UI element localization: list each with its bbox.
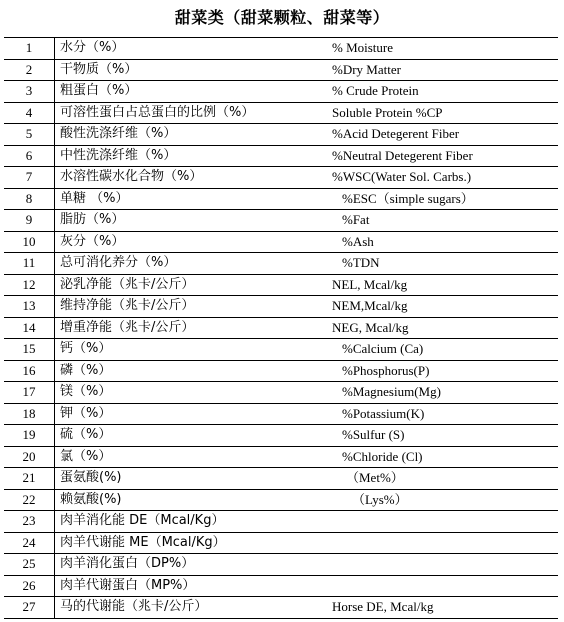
chinese-label: 可溶性蛋白占总蛋白的比例（%） (55, 102, 321, 124)
english-label: %TDN (320, 253, 558, 275)
table-row (4, 274, 558, 296)
table-row (4, 489, 558, 511)
table-row (4, 554, 558, 576)
table-row (4, 446, 558, 468)
row-number: 27 (4, 597, 55, 619)
table-row (4, 339, 558, 361)
row-number: 11 (4, 253, 55, 275)
english-label: %Magnesium(Mg) (320, 382, 558, 404)
table-row (4, 360, 558, 382)
table-row (4, 231, 558, 253)
row-number: 9 (4, 210, 55, 232)
chinese-label: 钾（%） (55, 403, 321, 425)
row-number: 24 (4, 532, 55, 554)
chinese-label: 马的代谢能（兆卡/公斤） (55, 597, 321, 619)
english-label: NEL, Mcal/kg (320, 274, 558, 296)
row-number: 10 (4, 231, 55, 253)
english-label: %Fat (320, 210, 558, 232)
row-number: 8 (4, 188, 55, 210)
english-label: Horse DE, Mcal/kg (320, 597, 558, 619)
table-row (4, 425, 558, 447)
table-row (4, 167, 558, 189)
row-number: 12 (4, 274, 55, 296)
english-label: % Crude Protein (320, 81, 558, 103)
english-label: %Neutral Detegerent Fiber (320, 145, 558, 167)
row-number: 16 (4, 360, 55, 382)
page-title: 甜菜类（甜菜颗粒、甜菜等） (174, 8, 390, 27)
nutrient-table (4, 37, 558, 619)
row-number: 6 (4, 145, 55, 167)
chinese-label: 增重净能（兆卡/公斤） (55, 317, 321, 339)
table-row (4, 317, 558, 339)
chinese-label: 维持净能（兆卡/公斤） (55, 296, 321, 318)
row-number: 4 (4, 102, 55, 124)
english-label: NEM,Mcal/kg (320, 296, 558, 318)
chinese-label: 磷（%） (55, 360, 321, 382)
english-label: %Chloride (Cl) (320, 446, 558, 468)
chinese-label: 氯（%） (55, 446, 321, 468)
english-label: %Phosphorus(P) (320, 360, 558, 382)
table-row (4, 468, 558, 490)
row-number: 25 (4, 554, 55, 576)
table-row (4, 296, 558, 318)
english-label: %Dry Matter (320, 59, 558, 81)
english-label: %Ash (320, 231, 558, 253)
chinese-label: 肉羊代谢能 ME（Mcal/Kg） (55, 532, 321, 554)
row-number: 22 (4, 489, 55, 511)
chinese-label: 总可消化养分（%） (55, 253, 321, 275)
english-label (320, 532, 558, 554)
row-number: 21 (4, 468, 55, 490)
row-number: 20 (4, 446, 55, 468)
table-row (4, 403, 558, 425)
chinese-label: 硫（%） (55, 425, 321, 447)
english-label: % Moisture (320, 38, 558, 60)
row-number: 2 (4, 59, 55, 81)
row-number: 14 (4, 317, 55, 339)
table-row (4, 102, 558, 124)
table-row (4, 382, 558, 404)
table-row (4, 188, 558, 210)
chinese-label: 单糖 （%） (55, 188, 321, 210)
english-label: %Acid Detegerent Fiber (320, 124, 558, 146)
row-number: 19 (4, 425, 55, 447)
table-row (4, 253, 558, 275)
chinese-label: 蛋氨酸(%) (55, 468, 321, 490)
row-number: 5 (4, 124, 55, 146)
table-row (4, 59, 558, 81)
table-row (4, 575, 558, 597)
chinese-label: 粗蛋白（%） (55, 81, 321, 103)
chinese-label: 脂肪（%） (55, 210, 321, 232)
english-label (320, 511, 558, 533)
table-row (4, 38, 558, 60)
row-number: 13 (4, 296, 55, 318)
english-label: %Calcium (Ca) (320, 339, 558, 361)
row-number: 7 (4, 167, 55, 189)
table-row (4, 511, 558, 533)
row-number: 23 (4, 511, 55, 533)
chinese-label: 肉羊消化能 DE（Mcal/Kg） (55, 511, 321, 533)
chinese-label: 镁（%） (55, 382, 321, 404)
row-number: 1 (4, 38, 55, 60)
english-label: NEG, Mcal/kg (320, 317, 558, 339)
chinese-label: 灰分（%） (55, 231, 321, 253)
nutrient-table-body (4, 38, 558, 619)
chinese-label: 肉羊代谢蛋白（MP%） (55, 575, 321, 597)
chinese-label: 水分（%） (55, 38, 321, 60)
row-number: 3 (4, 81, 55, 103)
chinese-label: 中性洗涤纤维（%） (55, 145, 321, 167)
chinese-label: 酸性洗涤纤维（%） (55, 124, 321, 146)
english-label: %Potassium(K) (320, 403, 558, 425)
english-label: Soluble Protein %CP (320, 102, 558, 124)
chinese-label: 水溶性碳水化合物（%） (55, 167, 321, 189)
row-number: 26 (4, 575, 55, 597)
table-row (4, 532, 558, 554)
english-label: %Sulfur (S) (320, 425, 558, 447)
english-label (320, 554, 558, 576)
row-number: 17 (4, 382, 55, 404)
table-row (4, 210, 558, 232)
english-label: （Met%） (320, 468, 558, 490)
english-label: （Lys%） (320, 489, 558, 511)
row-number: 15 (4, 339, 55, 361)
table-row (4, 81, 558, 103)
english-label (320, 575, 558, 597)
chinese-label: 干物质（%） (55, 59, 321, 81)
chinese-label: 赖氨酸(%) (55, 489, 321, 511)
english-label: %WSC(Water Sol. Carbs.) (320, 167, 558, 189)
table-row (4, 145, 558, 167)
table-row (4, 124, 558, 146)
chinese-label: 钙（%） (55, 339, 321, 361)
table-row (4, 597, 558, 619)
chinese-label: 泌乳净能（兆卡/公斤） (55, 274, 321, 296)
row-number: 18 (4, 403, 55, 425)
english-label: %ESC（simple sugars） (320, 188, 558, 210)
chinese-label: 肉羊消化蛋白（DP%） (55, 554, 321, 576)
